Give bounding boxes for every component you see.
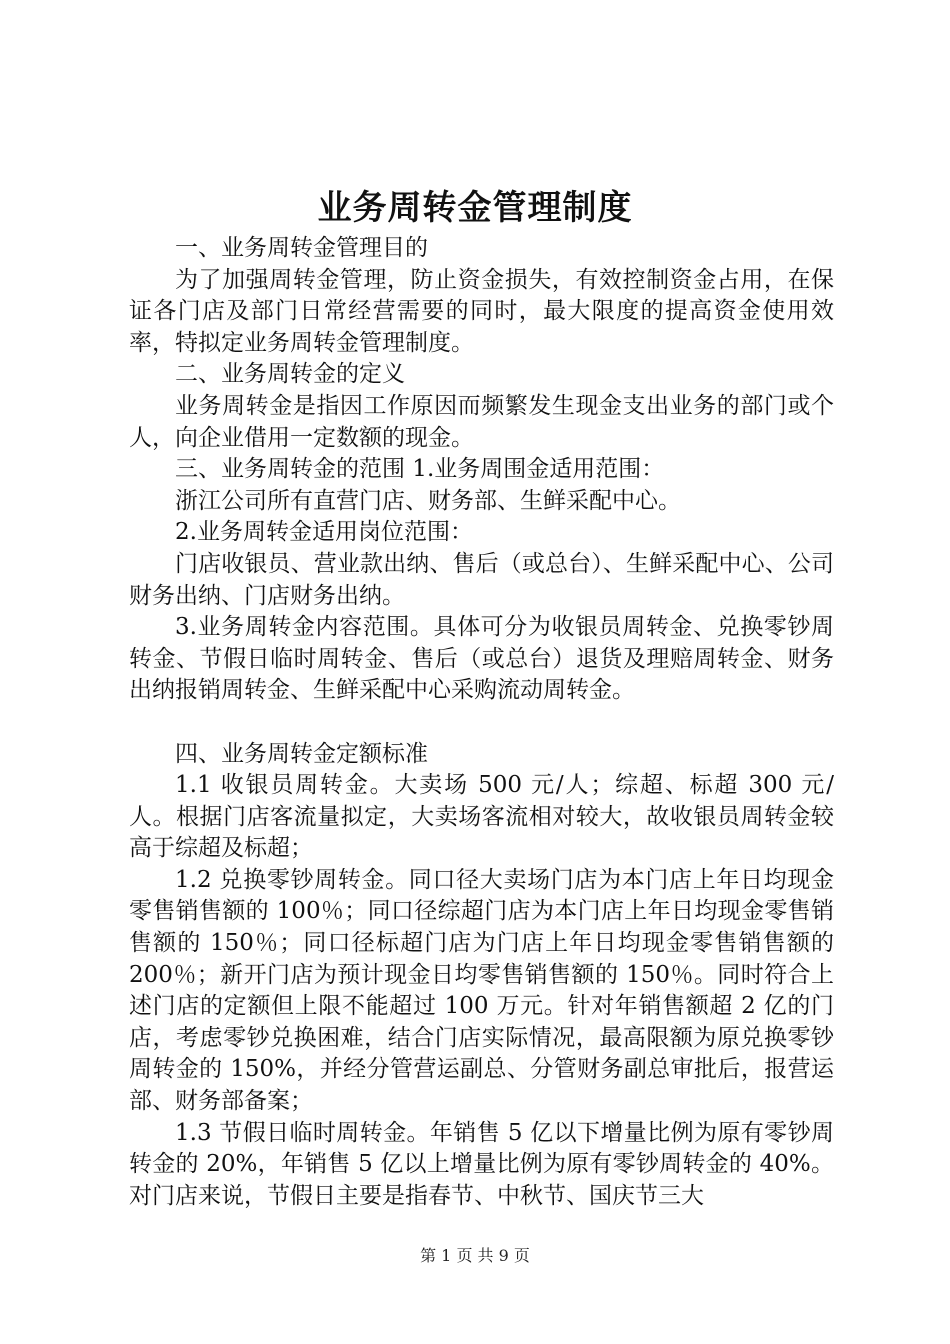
paragraph-purpose: 为了加强周转金管理，防止资金损失，有效控制资金占用，在保证各门店及部门日常经营需要的同时，最大限度的提高资金使用效率，特拟定业务周转金管理制度。: [129, 266, 834, 356]
page-number: 第 1 页 共 9 页: [420, 1246, 530, 1265]
paragraph-scope-positions: 门店收银员、营业款出纳、售后（或总台）、生鲜采配中心、公司财务出纳、门店财务出纳。: [129, 550, 834, 609]
section-heading-definition: 二、业务周转金的定义: [175, 361, 405, 388]
paragraph-quota-change: 1.2 兑换零钞周转金。同口径大卖场门店为本门店上年日均现金零售销售额的 100％；同口径综超门店为本门店上年日均现金零售销售额的 150％；同口径标超门店为门店上年日均现金零售销售额的 200％；新开门店为预计现金日均零售销售额的 150％。同时符合上述门店的定额但上限不能超过 100 万元。针对年销售额超 2 亿的门店，考虑零钞兑换困难，结合门店实际情况，最高限额为原兑换零钞周转金的 150%，并经分管营运副总、分管财务副总审批后，报营运部、财务部备案；: [129, 866, 834, 1115]
blank-line: [129, 707, 834, 739]
section-heading-scope: 三、业务周转金的范围 1.业务周围金适用范围：: [175, 456, 665, 483]
section-heading-purpose: 一、业务周转金管理目的: [175, 235, 428, 261]
paragraph-scope-content: 3.业务周转金内容范围。具体可分为收银员周转金、兑换零钞周转金、节假日临时周转金、售后（或总台）退货及理赔周转金、财务出纳报销周转金、生鲜采配中心采购流动周转金。: [129, 614, 834, 704]
paragraph-quota-holiday: 1.3 节假日临时周转金。年销售 5 亿以下增量比例为原有零钞周转金的 20%，年销售 5 亿以上增量比例为原有零钞周转金的 40%。对门店来说，节假日主要是指春节、中秋节、国庆节三大: [129, 1119, 834, 1209]
paragraph-scope-units: 浙江公司所有直营门店、财务部、生鲜采配中心。: [175, 487, 681, 514]
paragraph-quota-cashier: 1.1 收银员周转金。大卖场 500 元/人；综超、标超 300 元/人。根据门店客流量拟定，大卖场客流相对较大，故收银员周转金较高于综超及标超；: [129, 772, 834, 862]
section-heading-quota: 四、业务周转金定额标准: [175, 740, 428, 767]
paragraph-scope-positions-heading: 2.业务周转金适用岗位范围：: [175, 519, 473, 546]
document-body: [129, 233, 834, 1212]
paragraph-definition: 业务周转金是指因工作原因而频繁发生现金支出业务的部门或个人，向企业借用一定数额的现金。: [129, 392, 834, 451]
document-title: 业务周转金管理制度: [317, 188, 633, 228]
